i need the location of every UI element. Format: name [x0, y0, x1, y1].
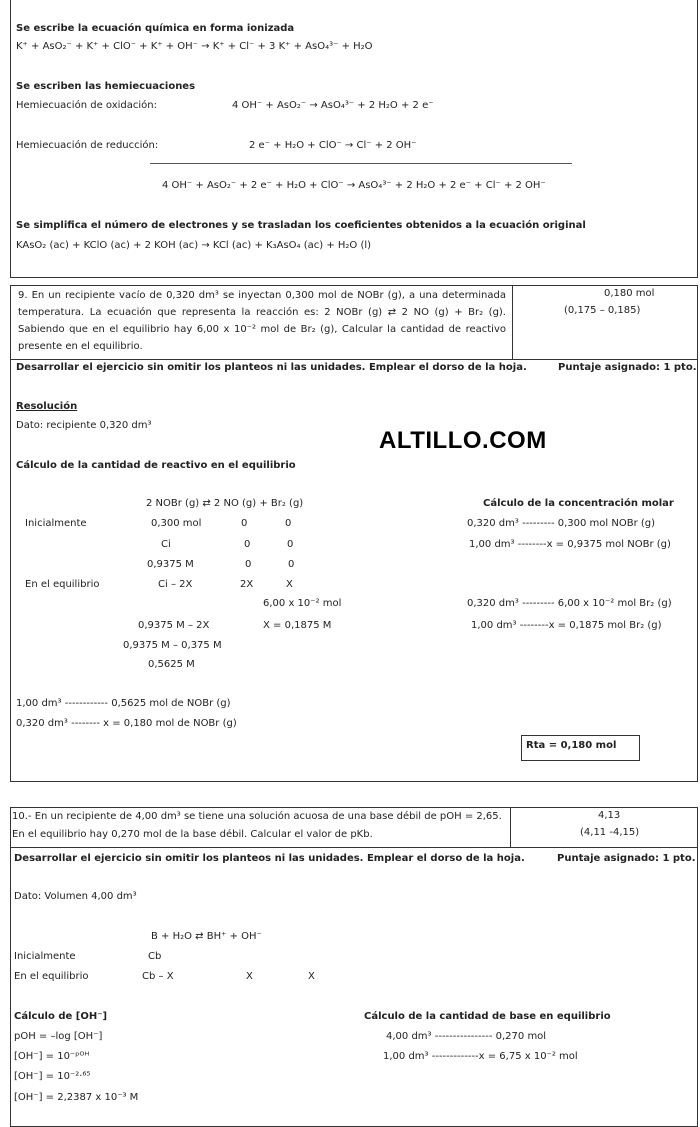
- p9-line-c: 0,5625 M: [148, 659, 195, 670]
- p10-question-bottom: [10, 847, 698, 848]
- p9-reaction: 2 NOBr (g) ⇄ 2 NO (g) + Br₂ (g): [146, 498, 304, 509]
- p10-base-2: 1,00 dm³ -------------x = 6,75 x 10⁻² mol: [383, 1051, 578, 1062]
- p10-inic-label: Inicialmente: [14, 951, 76, 962]
- p9-br2-mol: 6,00 x 10⁻² mol: [263, 598, 342, 609]
- p10-oh-3: [OH⁻] = 10⁻²·⁶⁵: [14, 1071, 91, 1082]
- p10-eq-bh: X: [246, 971, 253, 982]
- ionized-title: Se escribe la ecuación química en forma ionizada: [16, 23, 295, 34]
- oxidation-label: Hemiecuación de oxidación:: [16, 100, 157, 111]
- p10-base-title: Cálculo de la cantidad de base en equilibrio: [364, 1011, 611, 1022]
- p10-answer-range: (4,11 -4,15): [580, 827, 640, 838]
- hemi-title: Se escriben las hemiecuaciones: [16, 81, 196, 92]
- p9-ci: Ci: [161, 539, 171, 550]
- p9-question-bottom: [10, 359, 698, 360]
- p9-conc-3: 0,320 dm³ --------- 6,00 x 10⁻² mol Br₂ (g): [467, 598, 672, 609]
- p9-eq-label: En el equilibrio: [25, 579, 100, 590]
- p10-question: 10.- En un recipiente de 4,00 dm³ se tiene una solución acuosa de una base débil de pOH = 2,65. En el equilibrio hay 0,270 mol de la base débil. Calcular el valor de pKb.: [12, 811, 502, 840]
- final-equation: KAsO₂ (ac) + KClO (ac) + 2 KOH (ac) → KCl (ac) + K₃AsO₄ (ac) + H₂O (l): [16, 240, 372, 251]
- p10-reaction: B + H₂O ⇄ BH⁺ + OH⁻: [151, 931, 262, 942]
- p9-ci-br2: 0: [287, 539, 294, 550]
- p10-base-1: 4,00 dm³ ---------------- 0,270 mol: [386, 1031, 547, 1042]
- p10-oh-title: Cálculo de [OH⁻]: [14, 1011, 108, 1022]
- sum-equation: 4 OH⁻ + AsO₂⁻ + 2 e⁻ + H₂O + ClO⁻ → AsO₄³⁻ + 2 H₂O + 2 e⁻ + Cl⁻ + 2 OH⁻: [162, 180, 546, 191]
- p9-ci2: 0,9375 M: [147, 559, 194, 570]
- p9-rta-box: Rta = 0,180 mol: [521, 735, 640, 761]
- p9-dato: Dato: recipiente 0,320 dm³: [16, 420, 152, 431]
- oxidation-equation: 4 OH⁻ + AsO₂⁻ → AsO₄³⁻ + 2 H₂O + 2 e⁻: [232, 100, 434, 111]
- p10-eq-b: Cb – X: [142, 971, 174, 982]
- p10-answer-divider: [510, 807, 511, 847]
- watermark-text: ALTILLO.COM: [379, 427, 547, 454]
- p10-inic-cb: Cb: [148, 951, 162, 962]
- p10-oh-1: pOH = –log [OH⁻]: [14, 1031, 103, 1042]
- p10-score: Puntaje asignado: 1 pto.: [557, 853, 696, 864]
- p9-conc-1: 0,320 dm³ --------- 0,300 mol NOBr (g): [467, 518, 656, 529]
- p9-final-2: 0,320 dm³ -------- x = 0,180 mol de NOBr (g): [16, 718, 237, 729]
- ionized-equation: K⁺ + AsO₂⁻ + K⁺ + ClO⁻ + K⁺ + OH⁻ → K⁺ + Cl⁻ + 3 K⁺ + AsO₄³⁻ + H₂O: [16, 41, 373, 52]
- simplify-title: Se simplifica el número de electrones y se trasladan los coeficientes obtenidos a la ecuación original: [16, 220, 586, 231]
- p9-inic-br2: 0: [285, 518, 292, 529]
- p9-score: Puntaje asignado: 1 pto.: [558, 362, 697, 373]
- p9-ci-no: 0: [244, 539, 251, 550]
- p9-answer-divider: [512, 285, 513, 359]
- p9-line-b: 0,9375 M – 0,375 M: [123, 640, 222, 651]
- p9-conc-4: 1,00 dm³ --------x = 0,1875 mol Br₂ (g): [471, 620, 662, 631]
- p9-ci2-no: 0: [245, 559, 252, 570]
- p10-eq-label: En el equilibrio: [14, 971, 89, 982]
- p10-oh-4: [OH⁻] = 2,2387 x 10⁻³ M: [14, 1092, 139, 1103]
- p9-inic-no: 0: [241, 518, 248, 529]
- p9-resolucion-heading: Resolución: [16, 401, 78, 412]
- p10-answer: 4,13: [598, 810, 621, 821]
- p9-question: 9. En un recipiente vacío de 0,320 dm³ se inyectan 0,300 mol de NOBr (g), a una determinada temperatura. La ecuación que representa la reacción es: 2 NOBr (g) ⇄ 2 NO (g) + Br₂ (g). Sabiendo que en el equilibrio hay 6,00 x 10⁻² mol de Br₂ (g), Calcular la cantidad de reactivo presente en el equilibrio.: [18, 290, 506, 352]
- p9-eq-no: 2X: [240, 579, 254, 590]
- p9-final-1: 1,00 dm³ ------------ 0,5625 mol de NOBr (g): [16, 698, 231, 709]
- p10-eq-oh: X: [308, 971, 315, 982]
- p9-x-value: X = 0,1875 M: [263, 620, 332, 631]
- p9-ci2-br2: 0: [288, 559, 295, 570]
- p9-instructions: Desarrollar el ejercicio sin omitir los planteos ni las unidades. Emplear el dorso de la hoja.: [16, 362, 527, 373]
- p9-line-a: 0,9375 M – 2X: [138, 620, 210, 631]
- p9-eq-br2: X: [286, 579, 293, 590]
- p9-answer-range: (0,175 – 0,185): [564, 305, 641, 316]
- reduction-equation: 2 e⁻ + H₂O + ClO⁻ → Cl⁻ + 2 OH⁻: [249, 140, 417, 151]
- p10-dato: Dato: Volumen 4,00 dm³: [14, 891, 137, 902]
- p9-inic-nobr: 0,300 mol: [151, 518, 202, 529]
- p10-oh-2: [OH⁻] = 10⁻ᵖᴼᴴ: [14, 1051, 90, 1062]
- sum-divider: [150, 163, 572, 164]
- p9-inic-label: Inicialmente: [25, 518, 87, 529]
- p9-calc-title: Cálculo de la cantidad de reactivo en el equilibrio: [16, 460, 296, 471]
- p9-conc-2: 1,00 dm³ --------x = 0,9375 mol NOBr (g): [469, 539, 671, 550]
- p9-answer: 0,180 mol: [604, 288, 655, 299]
- p9-conc-title: Cálculo de la concentración molar: [483, 498, 674, 509]
- p9-eq-nobr: Ci – 2X: [158, 579, 193, 590]
- p10-instructions: Desarrollar el ejercicio sin omitir los planteos ni las unidades. Emplear el dorso de la hoja.: [14, 853, 525, 864]
- reduction-label: Hemiecuación de reducción:: [16, 140, 159, 151]
